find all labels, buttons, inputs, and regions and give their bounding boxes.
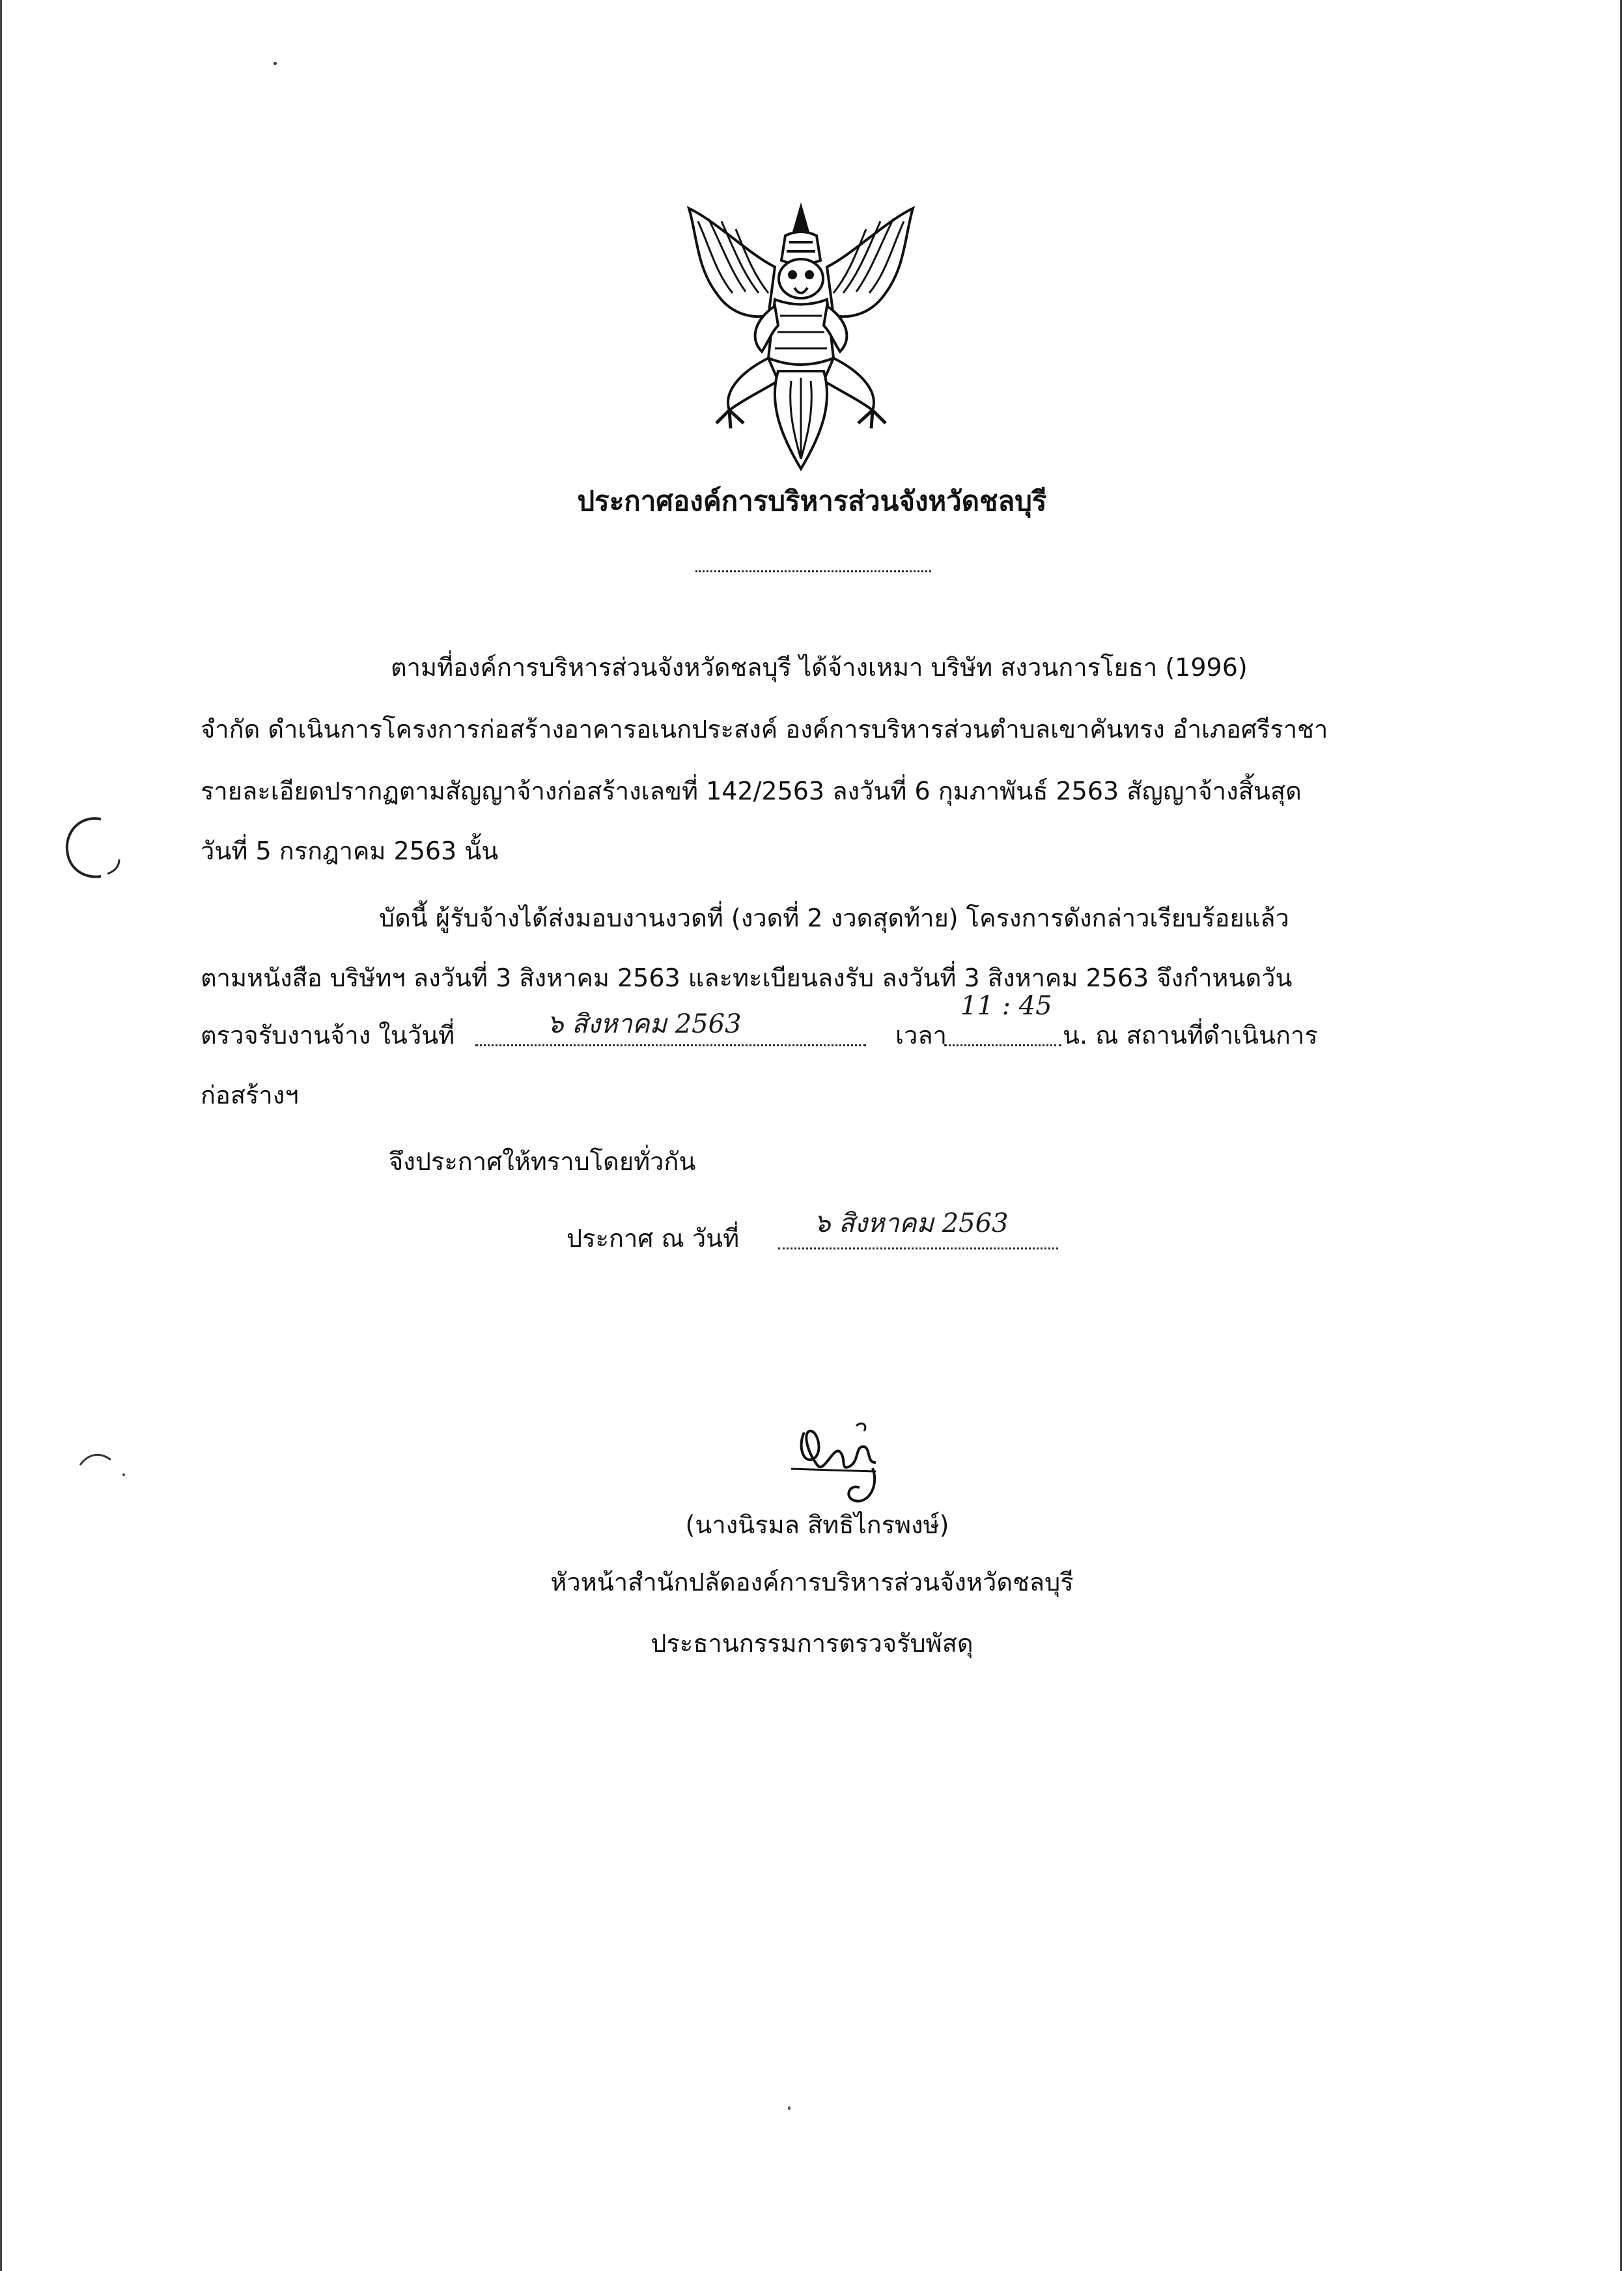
page-title: ประกาศองค์การบริหารส่วนจังหวัดชลบุรี — [577, 485, 1047, 517]
signature-image — [778, 1406, 892, 1511]
title-dotted-divider — [695, 570, 931, 572]
para2-time-label: เวลา — [895, 1021, 947, 1050]
para1-line2: จำกัด ดำเนินการโครงการก่อสร้างอาคารอเนกประสงค์ องค์การบริหารส่วนตำบลเขาคันทรง อำเภอศรีราชา — [201, 715, 1328, 744]
announce-date-label: ประกาศ ณ วันที่ — [567, 1224, 740, 1253]
announce-date-handwritten: ๖ สิงหาคม 2563 — [814, 1208, 1009, 1238]
para2-line4: ก่อสร้างฯ — [201, 1081, 299, 1109]
scan-speck — [788, 2106, 791, 2110]
scan-speck — [273, 62, 277, 65]
para1-line3: รายละเอียดปรากฏตามสัญญาจ้างก่อสร้างเลขที่ 142/2563 ลงวันที่ 6 กุมภาพันธ์ 2563 สัญญาจ้างสิ้นสุด — [201, 777, 1302, 805]
signatory-position: หัวหน้าสำนักปลัดองค์การบริหารส่วนจังหวัดชลบุรี — [550, 1568, 1074, 1596]
right-scan-edge — [1620, 0, 1622, 2271]
para1-line4: วันที่ 5 กรกฎาคม 2563 นั้น — [201, 837, 499, 865]
para2-line3-label: ตรวจรับงานจ้าง ในวันที่ — [201, 1021, 455, 1050]
signatory-role: ประธานกรรมการตรวจรับพัสดุ — [651, 1629, 973, 1658]
garuda-emblem-icon — [671, 195, 931, 475]
signatory-name: (นางนิรมล สิทธิไกรพงษ์) — [685, 1511, 949, 1539]
punch-hole-mark — [62, 814, 124, 882]
inspection-date-handwritten: ๖ สิงหาคม 2563 — [547, 1009, 742, 1039]
scan-artifact-mark — [77, 1445, 129, 1478]
inspection-time-handwritten: 11 : 45 — [960, 991, 1052, 1021]
announce-date-dotted-line — [778, 1244, 1058, 1249]
para2-line2: ตามหนังสือ บริษัทฯ ลงวันที่ 3 สิงหาคม 2563 และทะเบียนลงรับ ลงวันที่ 3 สิงหาคม 2563 จึงกำหนดวัน — [201, 964, 1293, 992]
closing-line: จึงประกาศให้ทราบโดยทั่วกัน — [389, 1147, 696, 1176]
para2-line1: บัดนี้ ผู้รับจ้างได้ส่งมอบงานงวดที่ (งวดที่ 2 งวดสุดท้าย) โครงการดังกล่าวเรียบร้อยแล้ว — [379, 904, 1289, 932]
para2-line3-suffix: น. ณ สถานที่ดำเนินการ — [1063, 1021, 1318, 1050]
left-scan-edge — [0, 0, 2, 2271]
inspection-time-dotted-line — [944, 1040, 1061, 1046]
para1-line1: ตามที่องค์การบริหารส่วนจังหวัดชลบุรี ได้จ้างเหมา บริษัท สงวนการโยธา (1996) — [391, 653, 1248, 682]
